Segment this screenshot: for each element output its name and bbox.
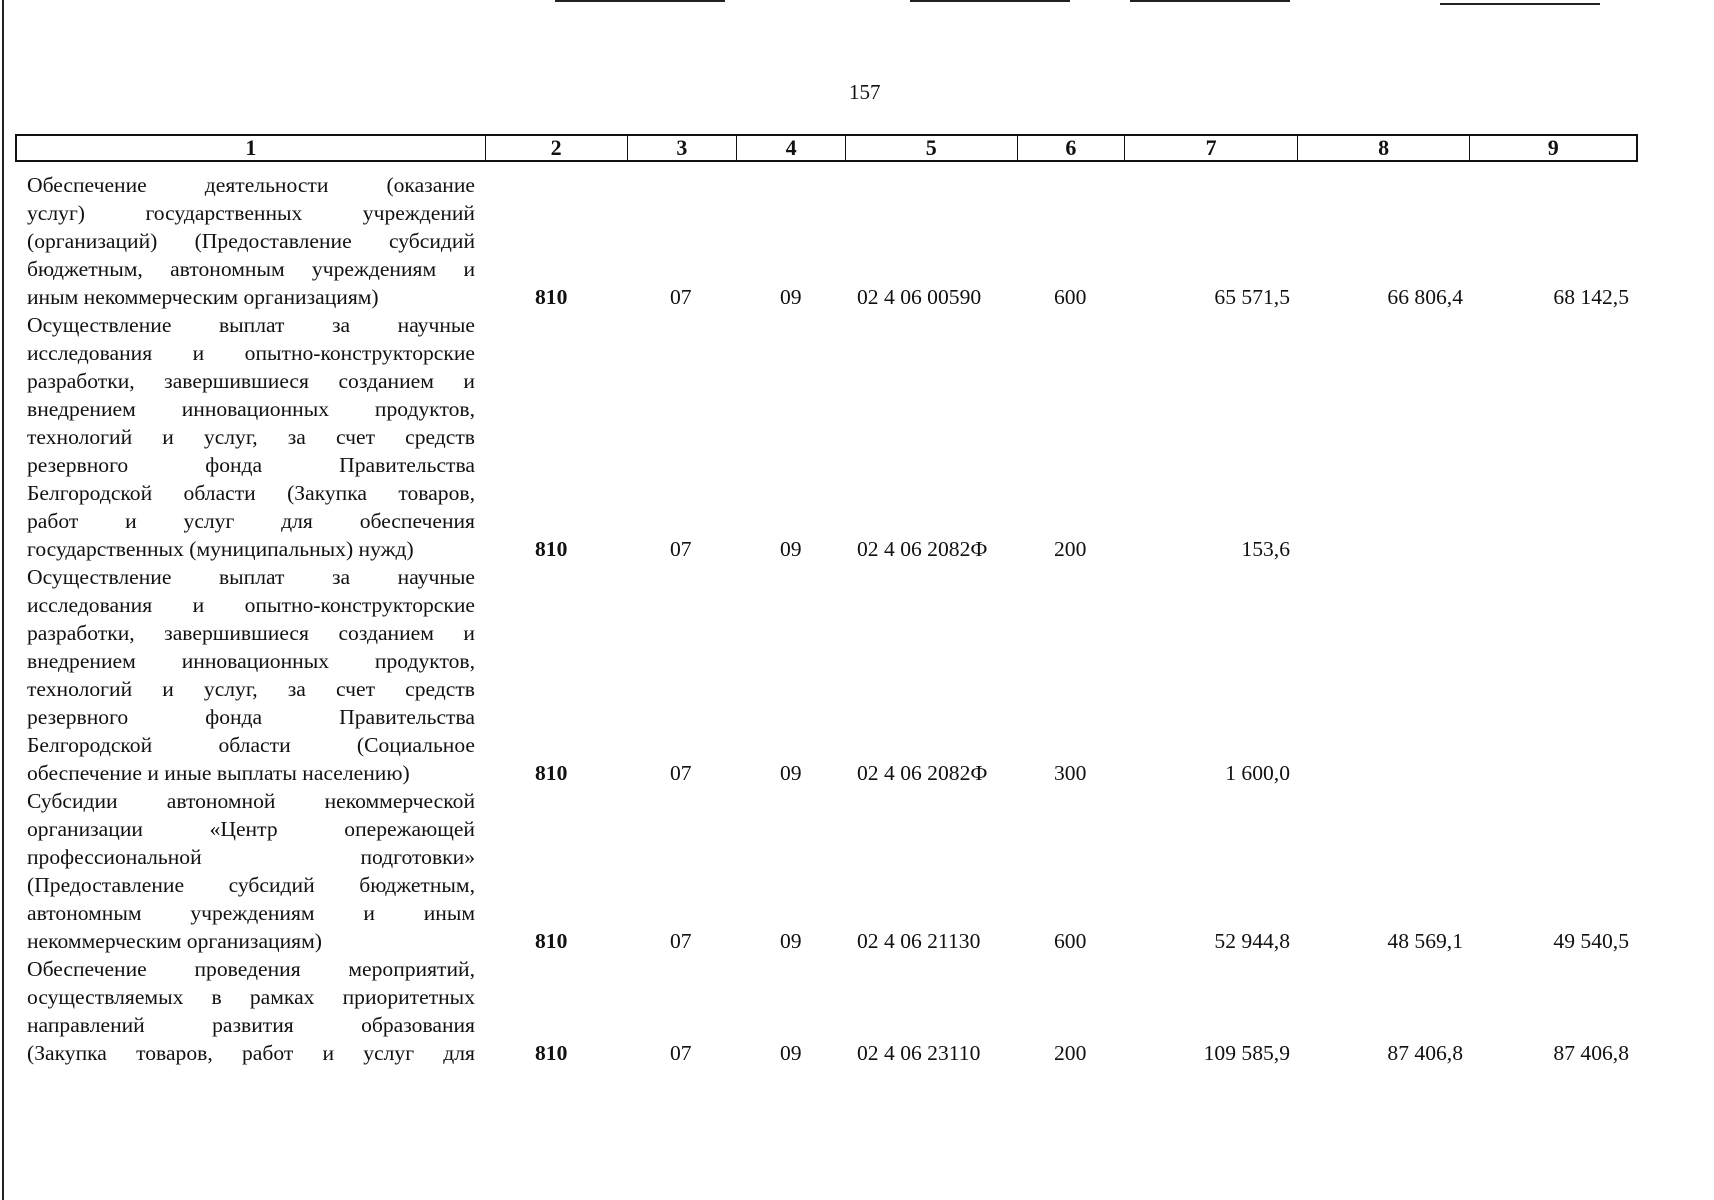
header-col-9: 9 [1547,135,1559,160]
target-article: 02 4 06 2082Ф [857,761,988,785]
target-article: 02 4 06 23110 [857,1041,981,1065]
description-line: технологий и услуг, за счет средств [27,677,475,701]
description-line: обеспечение и иные выплаты населению) [27,761,410,785]
section-code: 07 [670,761,692,785]
scan-edge-top [1130,0,1290,2]
table-row [0,955,1714,1067]
section-code: 07 [670,537,692,561]
description-line: резервного фонда Правительства [27,705,475,729]
amount-year-3: 49 540,5 [1553,929,1629,953]
table-row [0,563,1714,787]
description-line: услуг) государственных учреждений [27,201,475,225]
description-line: (Предоставление субсидий бюджетным, [27,873,475,897]
amount-year-1: 52 944,8 [1214,929,1290,953]
scan-edge-top [910,0,1070,2]
description-line: (организаций) (Предоставление субсидий [27,229,475,253]
description-line: осуществляемых в рамках приоритетных [27,985,475,1009]
subsection-code: 09 [780,761,802,785]
section-code: 07 [670,1041,692,1065]
scan-edge-top [555,0,725,2]
header-col-3: 3 [628,136,738,160]
description-line: иным некоммерческим организациям) [27,285,379,309]
header-col-2: 2 [486,136,628,160]
target-article: 02 4 06 21130 [857,929,981,953]
amount-year-1: 153,6 [1241,537,1290,561]
description-line: Субсидии автономной некоммерческой [27,789,475,813]
header-col-4: 4 [737,136,846,160]
section-code: 07 [670,929,692,953]
description-line: исследования и опытно-конструкторские [27,593,475,617]
table-row [0,171,1714,311]
target-article: 02 4 06 00590 [857,285,982,309]
description-line: работ и услуг для обеспечения [27,509,475,533]
description-line: исследования и опытно-конструкторские [27,341,475,365]
table-header [15,134,1638,162]
description-line: (Закупка товаров, работ и услуг для [27,1041,475,1065]
amount-year-3: 87 406,8 [1553,1041,1629,1065]
description-line: Белгородской области (Социальное [27,733,475,757]
description-line: бюджетным, автономным учреждениям и [27,257,475,281]
description-line: организации «Центр опережающей [27,817,475,841]
expense-type: 200 [1054,537,1087,561]
table-row [0,311,1714,563]
grbs-code: 810 [535,929,568,953]
description-line: внедрением инновационных продуктов, [27,397,475,421]
amount-year-1: 1 600,0 [1225,761,1290,785]
expense-type: 200 [1054,1041,1087,1065]
section-code: 07 [670,285,692,309]
amount-year-2: 66 806,4 [1387,285,1463,309]
expense-type: 600 [1054,285,1087,309]
subsection-code: 09 [780,285,802,309]
row-description [27,171,475,311]
description-line: резервного фонда Правительства [27,453,475,477]
grbs-code: 810 [535,285,568,309]
amount-year-1: 109 585,9 [1203,1041,1290,1065]
scan-edge-top [1440,3,1600,5]
grbs-code: 810 [535,761,568,785]
header-col-1: 1 [17,136,486,160]
amount-year-2: 48 569,1 [1387,929,1463,953]
header-col-6: 6 [1018,136,1126,160]
table-body [0,171,1714,1067]
row-description [27,311,475,563]
header-col-5: 5 [846,136,1018,160]
expense-type: 300 [1054,761,1087,785]
description-line: Осуществление выплат за научные [27,313,475,337]
description-line: Белгородской области (Закупка товаров, [27,481,475,505]
amount-year-2: 87 406,8 [1387,1041,1463,1065]
description-line: разработки, завершившиеся созданием и [27,621,475,645]
subsection-code: 09 [780,929,802,953]
header-col-7: 7 [1125,136,1298,160]
target-article: 02 4 06 2082Ф [857,537,988,561]
expense-type: 600 [1054,929,1087,953]
amount-year-3: 68 142,5 [1553,285,1629,309]
page-number: 157 [849,80,881,104]
table-row [0,787,1714,955]
description-line: Обеспечение деятельности (оказание [27,173,475,197]
grbs-code: 810 [535,1041,568,1065]
description-line: Осуществление выплат за научные [27,565,475,589]
description-line: профессиональной подготовки» [27,845,475,869]
description-line: некоммерческим организациям) [27,929,322,953]
grbs-code: 810 [535,537,568,561]
description-line: направлений развития образования [27,1013,475,1037]
subsection-code: 09 [780,1041,802,1065]
description-line: Обеспечение проведения мероприятий, [27,957,475,981]
row-description [27,787,475,955]
row-description [27,955,475,1067]
subsection-code: 09 [780,537,802,561]
description-line: государственных (муниципальных) нужд) [27,537,414,561]
description-line: технологий и услуг, за счет средств [27,425,475,449]
description-line: внедрением инновационных продуктов, [27,649,475,673]
amount-year-1: 65 571,5 [1214,285,1290,309]
description-line: автономным учреждениям и иным [27,901,475,925]
description-line: разработки, завершившиеся созданием и [27,369,475,393]
header-col-8: 8 [1298,136,1471,160]
row-description [27,563,475,787]
